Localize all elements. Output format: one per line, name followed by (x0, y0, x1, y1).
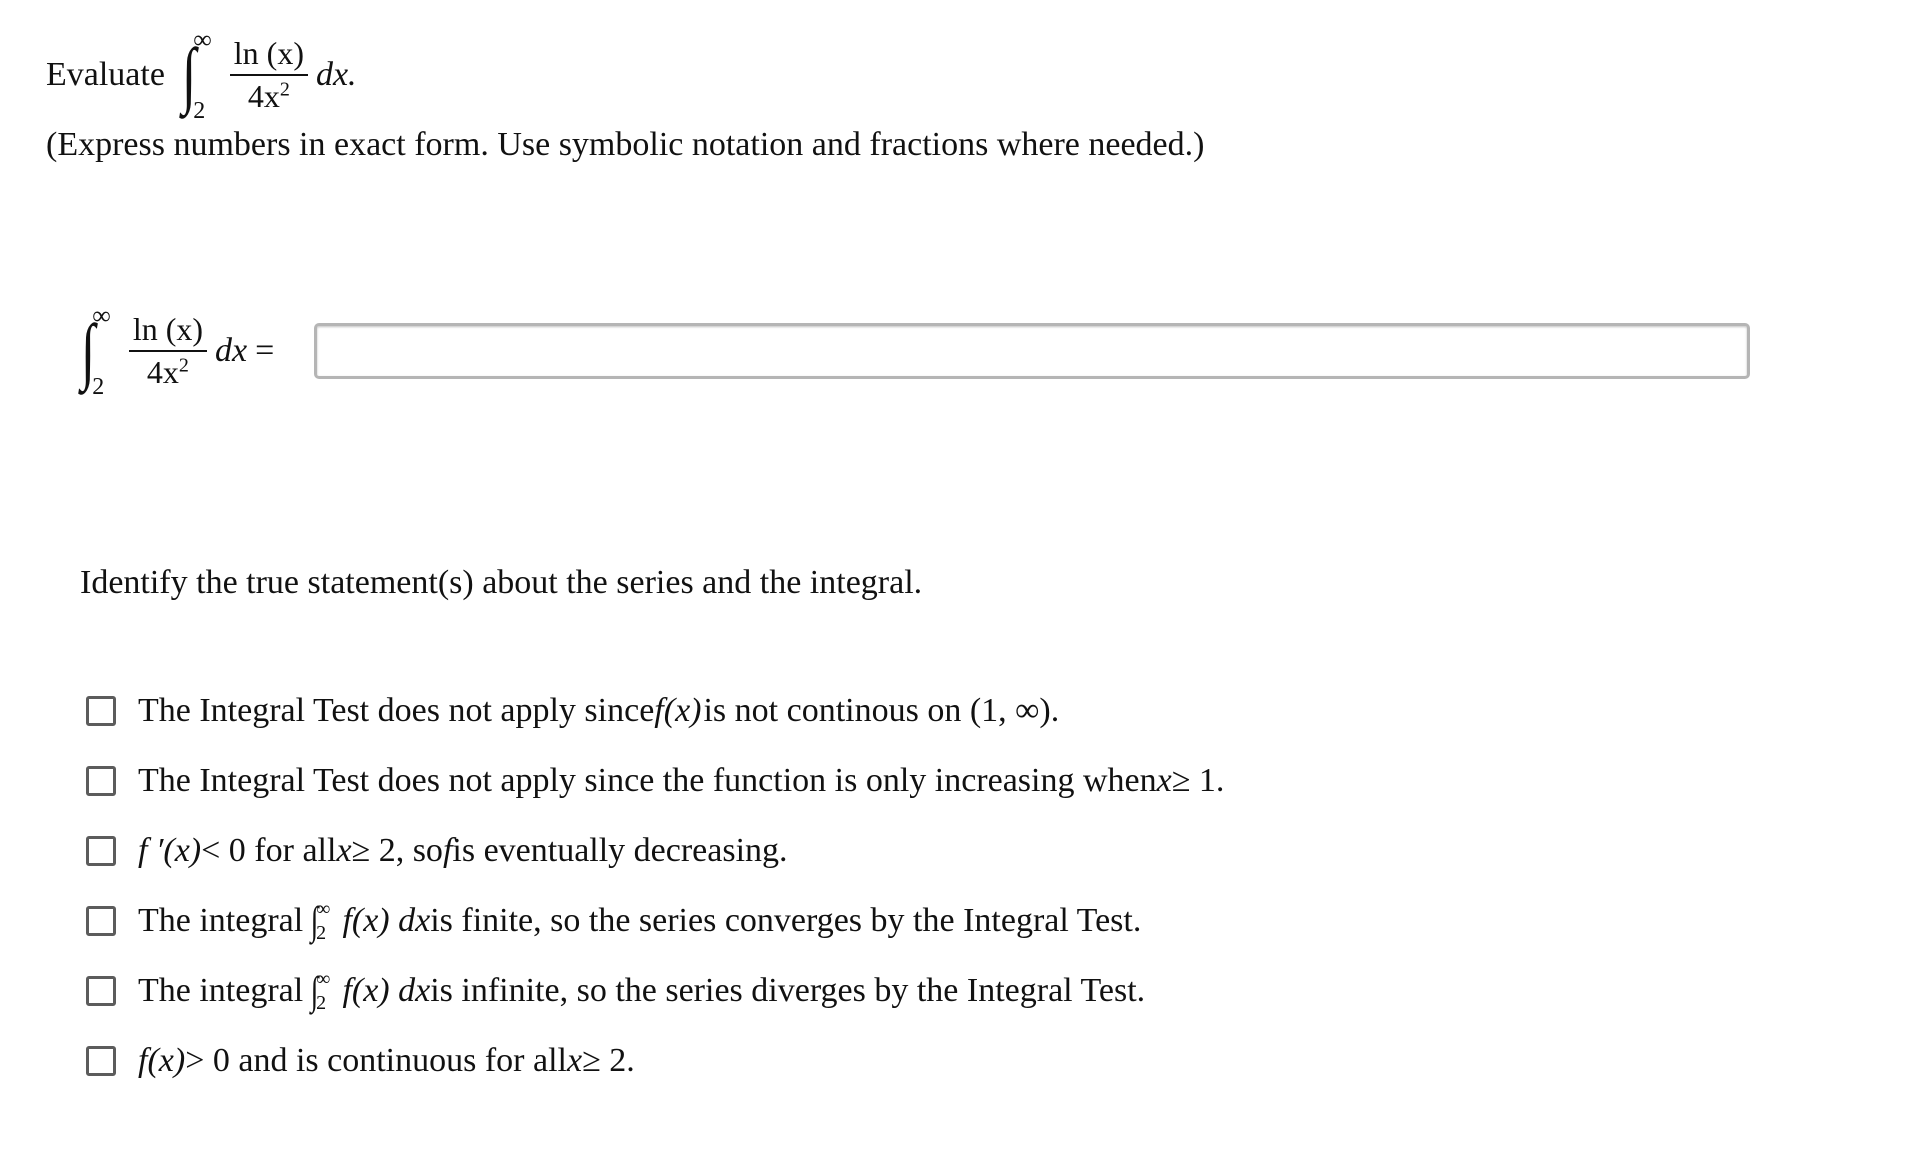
integrand-numerator: ln (x) (132, 311, 204, 348)
fraction-bar (129, 350, 207, 352)
upper-limit: ∞ (193, 25, 212, 54)
option-text-mid-1: < 0 for all (201, 832, 337, 869)
option-5[interactable] (86, 956, 1224, 1026)
option-math-1: f ′(x) (138, 832, 202, 869)
denominator-exponent: 2 (178, 354, 189, 377)
integrand-denominator (143, 354, 193, 391)
lower-limit: 2 (316, 992, 327, 1014)
option-3[interactable] (86, 816, 1224, 886)
lower-limit: 2 (92, 374, 105, 400)
integral-sign: ∫ (310, 898, 319, 943)
inline-integral (309, 969, 330, 1013)
option-text-pre: The Integral Test does not apply since the function is only increasing when (138, 762, 1157, 799)
lower-limit: 2 (316, 922, 327, 944)
differential: dx. (315, 56, 357, 93)
option-text-pre: The Integral Test does not apply since (138, 692, 655, 729)
option-math-2: x (566, 1042, 583, 1079)
denominator-exponent: 2 (279, 78, 290, 101)
option-4[interactable] (86, 886, 1224, 956)
option-6[interactable] (86, 1026, 1224, 1096)
inline-integral (309, 899, 330, 943)
option-math: x (1156, 762, 1172, 799)
option-1[interactable] (86, 676, 1224, 746)
integral-sign: ∫ (310, 968, 319, 1013)
denominator-base: 4x (247, 78, 280, 114)
integrand-numerator: ln (x) (233, 35, 304, 72)
option-text-post: ≥ 1. (1171, 762, 1225, 799)
denominator-base: 4x (146, 354, 179, 390)
option-math-3: f (442, 832, 453, 869)
checkbox[interactable] (86, 976, 116, 1006)
instructions: (Express numbers in exact form. Use symbolic notation and fractions where needed.) (46, 126, 1205, 163)
fraction-bar (230, 74, 308, 76)
equals-sign: = (255, 332, 275, 369)
integral-sign: ∫ (181, 34, 197, 116)
integrand-fraction (129, 311, 207, 391)
option-math-1: f(x) (138, 1042, 186, 1079)
differential: dx (215, 332, 248, 369)
option-text-pre: The integral (138, 972, 304, 1009)
answer-integral (78, 303, 247, 399)
upper-limit: ∞ (92, 301, 111, 330)
integrand-denominator (244, 78, 294, 115)
answer-row (78, 296, 1750, 406)
option-text-post: is infinite, so the series diverges by the Integral Test. (430, 972, 1146, 1009)
checkbox[interactable] (86, 766, 116, 796)
prompt-line (46, 20, 357, 130)
option-text-post: is eventually decreasing. (452, 832, 788, 869)
options-list (86, 676, 1224, 1096)
option-math: f(x) (654, 692, 702, 729)
answer-input[interactable] (314, 323, 1750, 379)
option-math: f(x) dx (342, 972, 431, 1009)
integrand-fraction (230, 35, 308, 115)
option-text-pre: The integral (138, 902, 304, 939)
checkbox[interactable] (86, 1046, 116, 1076)
option-text-post: is finite, so the series converges by the Integral Test. (430, 902, 1142, 939)
option-text-mid-1: > 0 and is continuous for all (185, 1042, 567, 1079)
checkbox[interactable] (86, 696, 116, 726)
option-text-post: is not continous on (1, ∞). (703, 692, 1060, 729)
option-text-mid-2: ≥ 2, so (351, 832, 443, 869)
lower-limit: 2 (193, 98, 206, 124)
evaluate-label: Evaluate (46, 56, 165, 93)
option-math-2: x (336, 832, 352, 869)
prompt-integral (179, 27, 357, 123)
integral-sign: ∫ (81, 310, 96, 392)
question-text: Identify the true statement(s) about the series and the integral. (80, 564, 923, 601)
option-2[interactable] (86, 746, 1224, 816)
checkbox[interactable] (86, 906, 116, 936)
upper-limit: ∞ (316, 968, 331, 990)
option-text-post: ≥ 2. (582, 1042, 635, 1079)
checkbox[interactable] (86, 836, 116, 866)
option-math: f(x) dx (342, 902, 431, 939)
upper-limit: ∞ (316, 898, 331, 920)
